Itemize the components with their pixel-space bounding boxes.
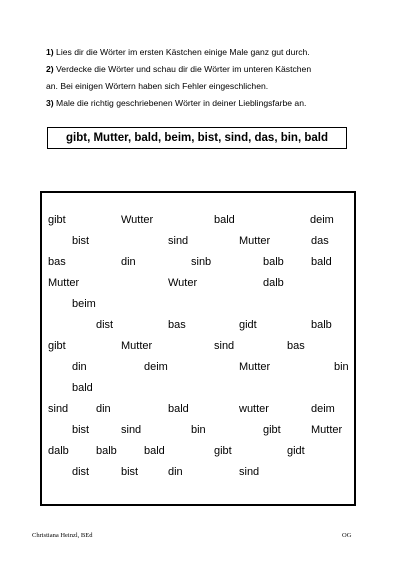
- word-item[interactable]: deim: [311, 403, 335, 415]
- instruction-number: 1): [46, 47, 54, 57]
- target-word-list: gibt, Mutter, bald, beim, bist, sind, das, bin, bald: [66, 132, 328, 144]
- word-item[interactable]: bist: [72, 424, 90, 436]
- word-search-box: [40, 191, 356, 506]
- word-item[interactable]: Wuter: [168, 277, 198, 289]
- word-item[interactable]: bald: [214, 214, 235, 226]
- word-item[interactable]: Mutter: [239, 361, 271, 373]
- word-item[interactable]: din: [168, 466, 183, 478]
- word-item[interactable]: sind: [48, 403, 69, 415]
- instruction-text: Verdecke die Wörter und schau dir die Wörter im unteren Kästchen: [53, 64, 312, 74]
- word-item[interactable]: bist: [72, 235, 90, 247]
- word-item[interactable]: wutter: [239, 403, 269, 415]
- instruction-2-continued: [46, 80, 356, 92]
- word-item[interactable]: bin: [334, 361, 349, 373]
- word-item[interactable]: Mutter: [121, 340, 153, 352]
- word-item[interactable]: bin: [191, 424, 206, 436]
- word-item[interactable]: dist: [72, 466, 90, 478]
- word-item[interactable]: balb: [263, 256, 284, 268]
- instruction-text: Lies dir die Wörter im ersten Kästchen einige Male ganz gut durch.: [53, 47, 310, 57]
- word-item[interactable]: Mutter: [48, 277, 80, 289]
- word-item[interactable]: beim: [72, 298, 96, 310]
- instruction-3: [46, 97, 356, 109]
- instruction-text: an. Bei einigen Wörtern haben sich Fehler eingeschlichen.: [46, 81, 269, 91]
- footer-author: Christiana Heinzl, BEd: [32, 532, 93, 539]
- word-item[interactable]: sind: [214, 340, 235, 352]
- instruction-number: 3): [46, 98, 54, 108]
- word-item[interactable]: din: [96, 403, 111, 415]
- instruction-1: [46, 46, 356, 58]
- word-item[interactable]: Mutter: [239, 235, 271, 247]
- word-item[interactable]: balb: [96, 445, 117, 457]
- word-item[interactable]: balb: [311, 319, 332, 331]
- word-item[interactable]: sind: [239, 466, 260, 478]
- word-item[interactable]: deim: [144, 361, 168, 373]
- word-item[interactable]: gibt: [48, 340, 66, 352]
- word-item[interactable]: gidt: [239, 319, 257, 331]
- word-item[interactable]: Wutter: [121, 214, 154, 226]
- word-item[interactable]: sind: [168, 235, 189, 247]
- word-item[interactable]: bas: [48, 256, 66, 268]
- word-item[interactable]: gibt: [214, 445, 232, 457]
- word-item[interactable]: bald: [311, 256, 332, 268]
- word-item[interactable]: gibt: [263, 424, 281, 436]
- word-item[interactable]: bas: [168, 319, 186, 331]
- word-item[interactable]: bald: [144, 445, 165, 457]
- instruction-number: 2): [46, 64, 54, 74]
- word-item[interactable]: sinb: [191, 256, 212, 268]
- word-item[interactable]: dalb: [48, 445, 69, 457]
- word-item[interactable]: din: [72, 361, 87, 373]
- word-item[interactable]: sind: [121, 424, 142, 436]
- word-item[interactable]: gibt: [48, 214, 66, 226]
- word-item[interactable]: dalb: [263, 277, 284, 289]
- instruction-2: [46, 63, 356, 75]
- target-word-box: [47, 127, 347, 149]
- word-item[interactable]: bald: [168, 403, 189, 415]
- word-item[interactable]: das: [311, 235, 329, 247]
- instruction-text: Male die richtig geschriebenen Wörter in deiner Lieblingsfarbe an.: [53, 98, 307, 108]
- word-item[interactable]: dist: [96, 319, 114, 331]
- word-item[interactable]: bist: [121, 466, 139, 478]
- word-item[interactable]: deim: [310, 214, 334, 226]
- word-item[interactable]: bald: [72, 382, 93, 394]
- word-item[interactable]: din: [121, 256, 136, 268]
- word-item[interactable]: gidt: [287, 445, 305, 457]
- word-item[interactable]: bas: [287, 340, 305, 352]
- word-item[interactable]: Mutter: [311, 424, 343, 436]
- footer-code: OG: [342, 532, 352, 539]
